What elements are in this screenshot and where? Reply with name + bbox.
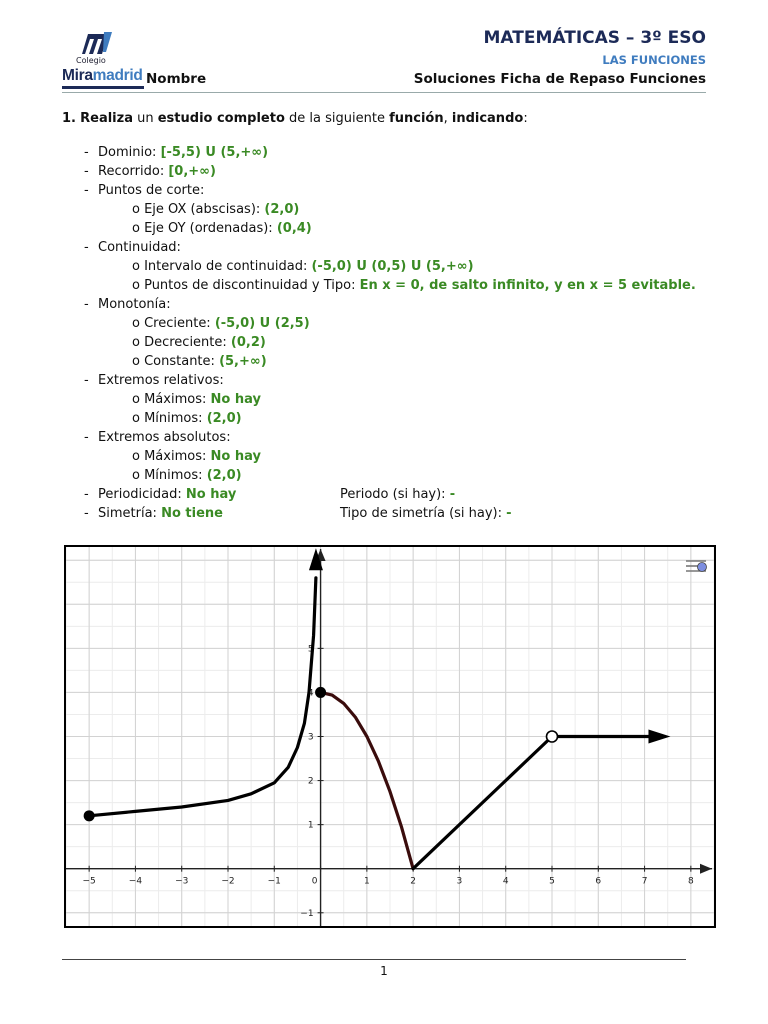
function-graph	[64, 545, 716, 928]
intervalo-value: (-5,0) U (0,5) U (5,+∞)	[311, 259, 474, 274]
sub-item-eje-oy	[62, 219, 706, 238]
page-title: MATEMÁTICAS – 3º ESO	[483, 28, 706, 48]
extremos-relativos-label: Extremos relativos:	[98, 373, 224, 388]
abs-maximos-value: No hay	[210, 449, 261, 464]
x-tick-label: 0	[311, 876, 318, 887]
list-item-monotonia: - Monotonía:	[84, 297, 171, 312]
list-item-dominio: - Dominio: [-5,5) U (5,+∞)	[84, 145, 269, 160]
y-tick-label: 3	[307, 732, 314, 743]
question-number: 1.	[62, 111, 76, 126]
discontinuidad-label: o Puntos de discontinuidad y Tipo:	[132, 278, 356, 293]
simetria-value: No tiene	[161, 506, 223, 521]
exercise-content	[62, 111, 706, 523]
document-title: Soluciones Ficha de Repaso Funciones	[413, 71, 706, 87]
list-item-extremos-absolutos: - Extremos absolutos:	[84, 430, 231, 445]
decreciente-label: o Decreciente:	[132, 335, 227, 350]
q-word-un: un	[132, 111, 158, 126]
q-word-realiza: Realiza	[80, 111, 133, 126]
decreciente-value: (0,2)	[230, 335, 266, 350]
puntos-corte-label: Puntos de corte:	[98, 183, 205, 198]
monotonia-label: Monotonía:	[98, 297, 171, 312]
extremos-absolutos-label: Extremos absolutos:	[98, 430, 231, 445]
q-word-indicando: indicando	[451, 111, 524, 126]
open-point	[547, 731, 558, 742]
q-word-estudio: estudio completo	[157, 111, 285, 126]
tipo-simetria-value: -	[506, 506, 512, 521]
list-item-simetria: - Simetría: No tiene Tipo de simetría (si hay): -	[84, 506, 512, 521]
eje-oy-label: o Eje OY (ordenadas):	[132, 221, 273, 236]
list-item-puntos-corte: - Puntos de corte:	[84, 183, 205, 198]
sub-item-constante	[62, 352, 706, 371]
simetria-label: Simetría:	[98, 506, 157, 521]
x-tick-label: 3	[456, 876, 463, 887]
x-axis-arrow-icon	[700, 864, 712, 874]
sub-item-creciente	[62, 314, 706, 333]
x-tick-label: 4	[502, 876, 509, 887]
eje-ox-value: (2,0)	[264, 202, 300, 217]
eje-oy-value: (0,4)	[276, 221, 312, 236]
dominio-label: Dominio:	[98, 145, 157, 160]
list-item-extremos-relativos: - Extremos relativos:	[84, 373, 224, 388]
creciente-label: o Creciente:	[132, 316, 211, 331]
q-word-funcion: función	[389, 111, 444, 126]
x-tick-label: 7	[641, 876, 648, 887]
sub-item-rel-maximos	[62, 390, 706, 409]
closed-point	[315, 687, 326, 698]
rel-maximos-label: o Máximos:	[132, 392, 207, 407]
sub-item-decreciente	[62, 333, 706, 352]
x-tick-label: 1	[363, 876, 370, 887]
graph-settings-icon[interactable]	[686, 561, 707, 572]
x-tick-label: −2	[221, 876, 235, 887]
sub-item-eje-ox	[62, 200, 706, 219]
nombre-label: Nombre	[146, 71, 207, 87]
abs-maximos-label: o Máximos:	[132, 449, 207, 464]
logo-wordmark-part2: madrid	[92, 67, 143, 84]
x-tick-label: 5	[549, 876, 555, 887]
x-tick-label: −1	[267, 876, 281, 887]
x-tick-label: −3	[175, 876, 189, 887]
dominio-value: [-5,5) U (5,+∞)	[160, 145, 269, 160]
x-tick-label: 2	[410, 876, 417, 887]
y-tick-label: −1	[300, 908, 314, 919]
y-tick-label: 1	[307, 820, 314, 831]
sub-item-rel-minimos	[62, 409, 706, 428]
footer-divider	[62, 959, 686, 960]
abs-minimos-label: o Mínimos:	[132, 468, 203, 483]
list-item-recorrido: - Recorrido: [0,+∞)	[84, 164, 216, 179]
periodo-label: Periodo (si hay):	[340, 487, 446, 502]
periodicidad-value: No hay	[185, 487, 237, 502]
y-tick-label: 4	[307, 688, 314, 699]
sub-item-abs-minimos	[62, 466, 706, 485]
rel-maximos-value: No hay	[210, 392, 261, 407]
constante-value: (5,+∞)	[219, 354, 267, 369]
closed-point	[84, 810, 95, 821]
curve-arrow-icon	[648, 730, 670, 744]
q-word-de-la: de la siguiente	[284, 111, 390, 126]
logo-mark-icon	[78, 30, 114, 56]
rel-minimos-value: (2,0)	[206, 411, 242, 426]
intervalo-label: o Intervalo de continuidad:	[132, 259, 308, 274]
eje-ox-label: o Eje OX (abscisas):	[132, 202, 261, 217]
periodo-value: -	[449, 487, 456, 502]
sub-item-discontinuidad	[62, 276, 706, 295]
abs-minimos-value: (2,0)	[206, 468, 242, 483]
tipo-simetria-label: Tipo de simetría (si hay):	[340, 506, 503, 521]
question-statement	[62, 111, 706, 126]
sub-item-abs-maximos	[62, 447, 706, 466]
page-number: 1	[380, 964, 388, 978]
rel-minimos-label: o Mínimos:	[132, 411, 203, 426]
logo-colegio-text: Colegio	[76, 56, 106, 65]
header-divider	[62, 92, 706, 93]
recorrido-value: [0,+∞)	[168, 164, 216, 179]
x-tick-label: 8	[687, 876, 694, 887]
x-tick-label: −5	[82, 876, 96, 887]
x-tick-label: 6	[595, 876, 602, 887]
q-word-colon: :	[523, 111, 528, 126]
list-item-continuidad: - Continuidad:	[84, 240, 181, 255]
function-graph-svg	[66, 547, 714, 926]
continuidad-label: Continuidad:	[98, 240, 181, 255]
y-tick-label: 2	[307, 776, 314, 787]
constante-label: o Constante:	[132, 354, 215, 369]
page-subtitle: LAS FUNCIONES	[602, 53, 706, 67]
q-word-comma: ,	[443, 111, 452, 126]
sub-item-intervalo	[62, 257, 706, 276]
recorrido-label: Recorrido:	[98, 164, 165, 179]
logo-wordmark	[62, 67, 143, 85]
y-tick-label: 5	[307, 644, 314, 655]
list-item-periodicidad: - Periodicidad: No hay Periodo (si hay): -	[84, 487, 456, 502]
logo-wordmark-part1: Mira	[62, 67, 93, 84]
logo-stripe	[62, 86, 144, 89]
periodicidad-label: Periodicidad:	[98, 487, 182, 502]
school-logo	[62, 30, 146, 94]
discontinuidad-value: En x = 0, de salto infinito, y en x = 5 evitable.	[359, 278, 696, 293]
creciente-value: (-5,0) U (2,5)	[214, 316, 310, 331]
x-tick-label: −4	[128, 876, 143, 887]
